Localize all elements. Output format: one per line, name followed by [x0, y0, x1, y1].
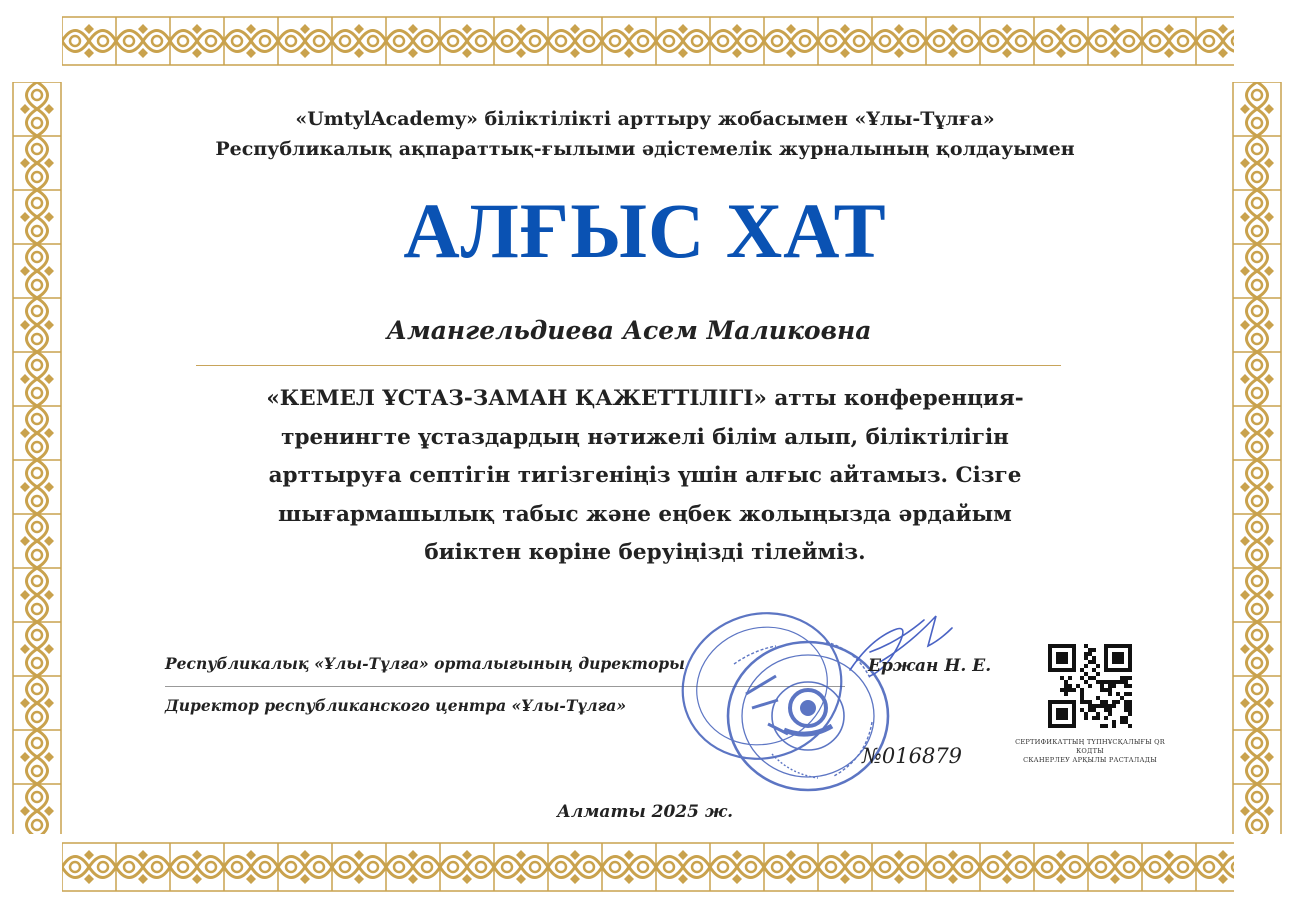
- signatory-title-kz: Республикалық «Ұлы-Тұлға» орталығының директоры: [165, 654, 685, 673]
- ornament-border-top: [62, 16, 1234, 66]
- ornament-border-left: [12, 82, 62, 834]
- body-line-1: «КЕМЕЛ ҰСТАЗ-ЗАМАН ҚАЖЕТТІЛІГІ» атты конференция-: [266, 386, 1024, 411]
- director-name: Ержан Н. Е.: [868, 656, 992, 676]
- body-line-2: тренингте ұстаздардың нәтижелі білім алып, біліктілігін: [281, 424, 1009, 450]
- qr-caption: [1005, 738, 1175, 765]
- body-line-3: арттыруға септігін тигізгеніңіз үшін алғыс айтамыз. Сізге: [268, 463, 1022, 488]
- gold-ornament-icon: [1232, 82, 1282, 834]
- gold-ornament-icon: [62, 842, 1234, 892]
- ornament-border-right: [1232, 82, 1282, 834]
- qr-caption-line-2: СКАНЕРЛЕУ АРҚЫЛЫ РАСТАЛАДЫ: [1023, 756, 1157, 764]
- ornament-border-bottom: [62, 842, 1234, 892]
- gold-ornament-icon: [62, 16, 1234, 66]
- certificate-number: №016879: [862, 744, 963, 768]
- header-line-2: Республикалық ақпараттық-ғылыми әдістемелік журналының қолдауымен: [215, 138, 1075, 160]
- name-divider: [196, 365, 1061, 366]
- qr-code-icon[interactable]: [1048, 644, 1132, 728]
- certificate-header: [150, 104, 1140, 164]
- recipient-name: Амангельдиева Асем Маликовна: [386, 316, 872, 345]
- body-line-4: шығармашылық табыс және еңбек жолыңызда әрдайым: [278, 501, 1012, 527]
- certificate-title: АЛҒЫС ХАТ: [403, 187, 887, 274]
- city-year: Алматы 2025 ж.: [556, 802, 734, 822]
- certificate-body: [210, 380, 1080, 573]
- header-line-1: «UmtylAcademy» біліктілікті арттыру жобасымен «Ұлы-Тұлға»: [295, 108, 995, 130]
- body-line-5: биіктен көріне беруіңізді тілейміз.: [424, 540, 866, 565]
- signatory-title-ru: Директор республиканского центра «Ұлы-Тұлға»: [165, 696, 627, 715]
- gold-ornament-icon: [12, 82, 62, 834]
- qr-caption-line-1: СЕРТИФИКАТТЫҢ ТҮПНҰСҚАЛЫҒЫ QR КОДТЫ: [1015, 738, 1165, 755]
